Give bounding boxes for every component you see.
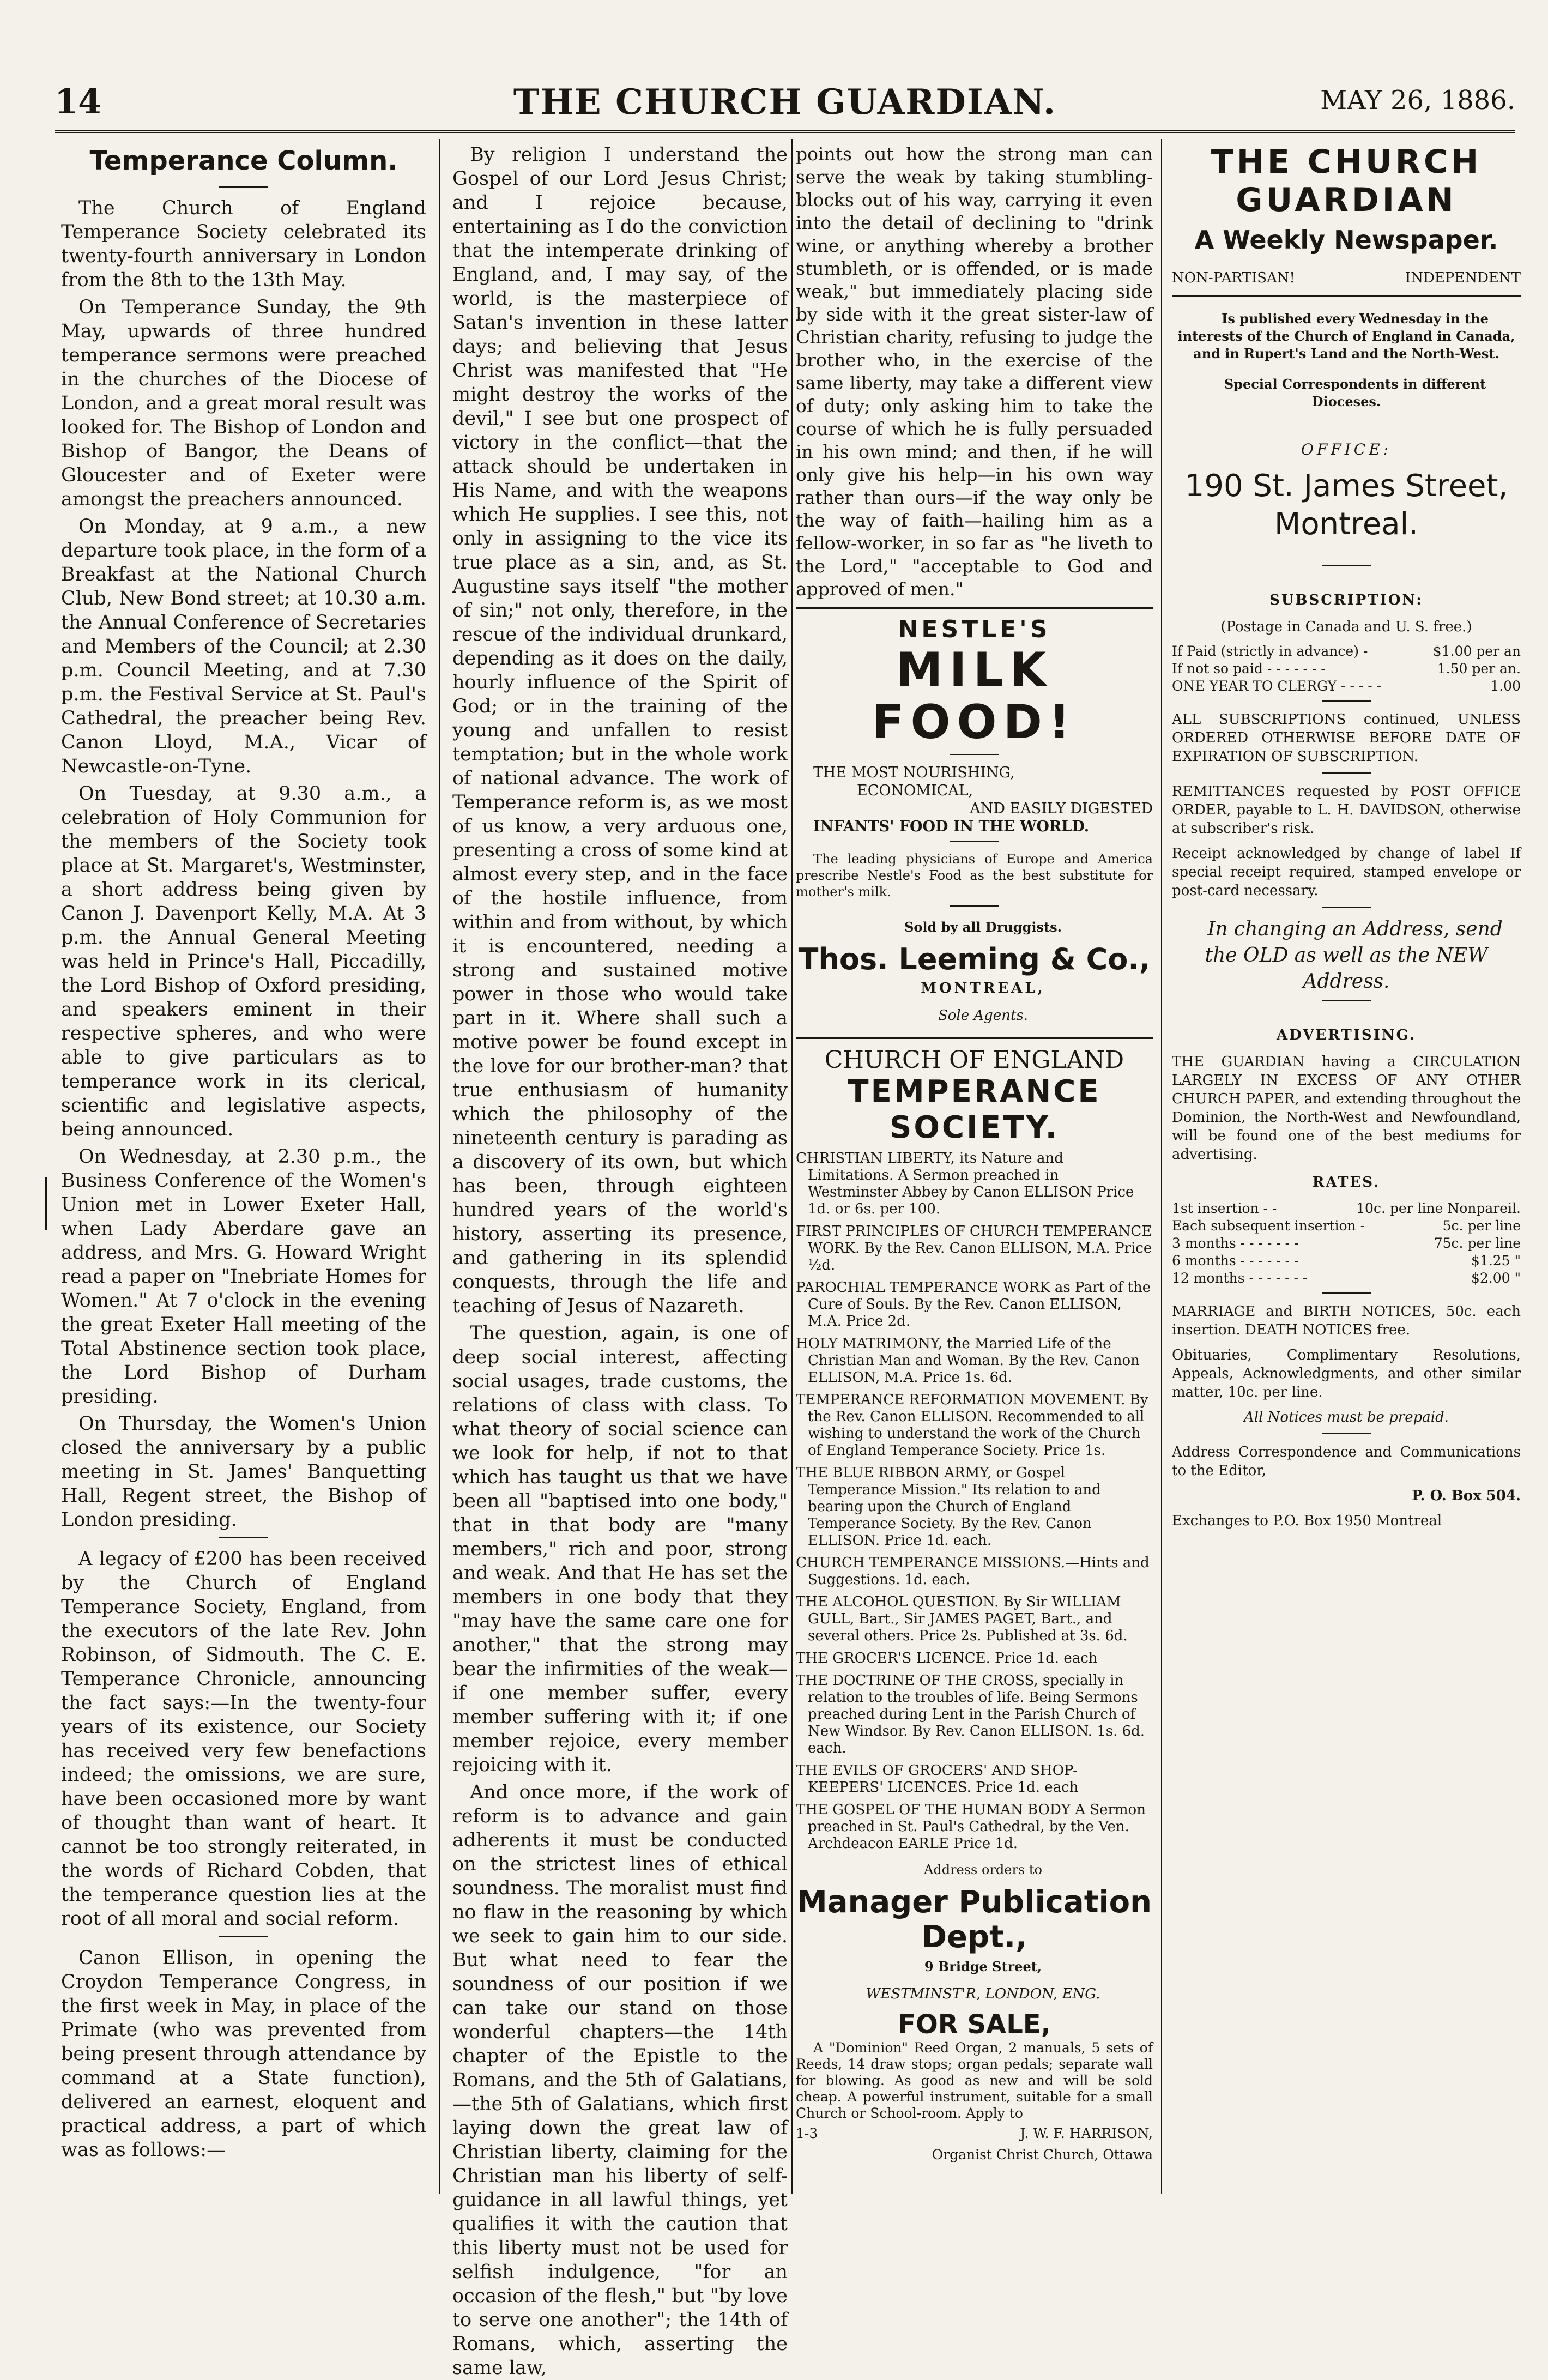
correspondents-note: Special Correspondents in different Dioceses. — [1224, 376, 1486, 409]
issue-date: MAY 26, 1886. — [1320, 85, 1515, 116]
manager-city: WESTMINST'R, LONDON, ENG. — [866, 1986, 1100, 2002]
margin-mark — [45, 1177, 47, 1230]
for-sale-ad — [796, 2009, 1153, 2164]
prepaid-note: All Notices must be prepaid. — [1244, 1409, 1449, 1425]
publication-item: THE EVILS OF GROCERS' AND SHOP-KEEPERS' LICENCES. Price 1d. each — [796, 1762, 1079, 1796]
divider — [1322, 565, 1371, 566]
article-paragraph: Canon Ellison, in opening the Croydon Temperance Congress, in the first week in May, in place of the Primate (who was prevented from being present through attendance by command at a State function), delivered an earnest, eloquent and practical address, a part of which was as follows:— — [61, 1947, 426, 2161]
exchanges-note: Exchanges to P.O. Box 1950 Montreal — [1172, 1513, 1442, 1529]
rate-label: 6 months - - - - - - - — [1172, 1253, 1299, 1268]
article-paragraph: On Temperance Sunday, the 9th May, upwards of three hundred temperance sermons were preached in the churches of the Diocese of London, and a great moral result was looked for. The Bishop of London and Bishop of Bangor, the Deans of Gloucester and of Exeter were amongst the preachers announced. — [61, 297, 426, 510]
marriage-note: MARRIAGE and BIRTH NOTICES, 50c. each insertion. DEATH NOTICES free. — [1172, 1303, 1521, 1338]
article-paragraph: points out how the strong man can serve the weak by taking stumbling-blocks out of his way, carrying it even into the detail of declining to "drink wine, or anything whereby a brother stumbleth, or is offended, or is made weak," but immediately placing side by side with it the great sister-law of Christian charity, refusing to judge the brother who, in the exercise of the same liberty, may take a different view of duty; only asking him to take the course of which he is fully persuaded in his own mind; and then, if he will only give his help—in his own way rather than ours—if the way only be the way of faith—hailing him as a fellow-worker, in so far as "he liveth to the Lord," "acceptable to God and approved of men." — [796, 143, 1153, 600]
article-paragraph: The question, again, is one of deep social interest, affecting social usages, trade customs, the relations of class with class. To what theory of social science can we look for help, if not to that which has taught us that we have been all "baptised into one body," that in that body are "many members," rich and poor, strong and weak. And that He has set the members in one body that they "may have the same care one for another," that the strong may bear the infirmities of the weak—if one member suffer, every member suffering with it; if one member rejoice, every member rejoicing with it. — [452, 1322, 788, 1776]
divider — [950, 754, 999, 755]
manager-street: 9 Bridge Street, — [924, 1959, 1042, 1974]
column-address — [452, 143, 788, 2379]
advertising-heading: ADVERTISING. — [1277, 1027, 1416, 1043]
masthead-title: THE CHURCH GUARDIAN — [1211, 143, 1482, 219]
tag-independent: INDEPENDENT — [1405, 270, 1521, 286]
rate-label: If Paid (strictly in advance) - — [1172, 643, 1368, 659]
ad-sold: Sold by all Druggists. — [904, 919, 1062, 935]
for-sale-code: 1-3 — [796, 2125, 818, 2141]
paper-title: THE CHURCH GUARDIAN. — [513, 82, 1057, 123]
ad-line: INFANTS' FOOD IN THE WORLD. — [813, 818, 1090, 835]
ad-note: The leading physicians of Europe and America prescribe Nestle's Food as the best substitute for mother's milk. — [796, 851, 1153, 899]
subscription-heading: SUBSCRIPTION: — [1269, 592, 1423, 608]
column-temperance — [61, 143, 426, 2192]
divider — [219, 1537, 268, 1538]
office-label: OFFICE: — [1301, 440, 1392, 458]
divider — [1322, 1000, 1371, 1001]
ad-product: MILK FOOD! — [872, 643, 1077, 750]
ad-firm: Thos. Leeming & Co., — [798, 942, 1151, 976]
address-label: Address orders to — [924, 1862, 1042, 1877]
column-divider — [1161, 139, 1162, 2194]
publication-item: FIRST PRINCIPLES OF CHURCH TEMPERANCE WORK. By the Rev. Canon ELLISON, M.A. Price ½d. — [796, 1223, 1152, 1273]
article-paragraph: The Church of England Temperance Society celebrated its twenty-fourth anniversary in London from the 8th to the 13th May. — [61, 197, 426, 291]
continued-note: ALL SUBSCRIPTIONS continued, UNLESS ORDERED OTHERWISE BEFORE DATE OF EXPIRATION OF SUBSCRIPTION. — [1172, 711, 1521, 765]
article-paragraph: On Wednesday, at 2.30 p.m., the Business Conference of the Women's Union met in Lower Exeter Hall, when Lady Aberdare gave an address, and Mrs. G. Howard Wright read a paper on "Inebriate Homes for Women." At 7 o'clock in the evening the great Exeter Hall meeting of the Total Abstinence section took place, the Lord Bishop of Durham presiding. — [61, 1146, 426, 1408]
society-ad — [796, 1047, 1153, 2006]
tag-nonpartisan: NON-PARTISAN! — [1172, 270, 1296, 286]
divider — [1322, 1433, 1371, 1434]
rate-label: If not so paid - - - - - - - — [1172, 661, 1326, 676]
rate-value: 1.50 per an. — [1437, 661, 1521, 676]
divider — [219, 1936, 268, 1937]
rate-value: 75c. per line — [1434, 1235, 1521, 1251]
column-divider — [791, 139, 793, 2194]
article-paragraph: On Tuesday, at 9.30 a.m., a celebration of Holy Communion for the members of the Society took place at St. Margaret's, Westminster, a short address being given by Canon J. Davenport Kelly, M.A. At 3 p.m. the Annual General Meeting was held in Prince's Hall, Piccadilly, the Lord Bishop of Oxford presiding, and speakers eminent in their respective spheres, and who were able to give particulars as to temperance work in its clerical, scientific and legislative aspects, being announced. — [61, 783, 426, 1140]
article-paragraph: And once more, if the work of reform is to advance and gain adherents it must be conducted on the strictest lines of ethical soundness. The moralist must find no flaw in the reasoning by which we seek to gain him to our side. But what need to fear the soundness of our position if we can take our stand on those wonderful chapters—the 14th chapter of the Epistle to the Romans, and the 5th of Galatians, —the 5th of Galatians, which first laying down the great law of Christian liberty, claiming for the Christian man his liberty of self-guidance in all lawful things, yet qualifies it with the caution that this liberty must not be used for selfish indulgence, "for an occasion of the flesh," but "by love to serve one another"; the 14th of Romans, which, asserting the same law, — [452, 1781, 788, 2379]
header-rule — [55, 130, 1515, 133]
rate-label: Each subsequent insertion - — [1172, 1218, 1365, 1234]
publication-item: THE DOCTRINE OF THE CROSS, specially in relation to the troubles of life. Being Sermons preached during Lent in the Parish Church of New Windsor. By Rev. Canon ELLISON. 1s. 6d. each. — [796, 1672, 1145, 1756]
for-sale-contact-2: Organist Christ Church, Ottawa — [932, 2147, 1153, 2162]
rate-value: 5c. per line — [1442, 1218, 1521, 1234]
rate-label: ONE YEAR TO CLERGY - - - - - — [1172, 678, 1382, 694]
article-paragraph: By religion I understand the Gospel of our Lord Jesus Christ; and I rejoice because, entertaining as I do the conviction that the intemperate drinking of England, and, I may say, of the world, is the masterpiece of Satan's invention in these latter days; and believing that Jesus Christ was manifested that "He might destroy the works of the devil," I see but one prospect of victory in the conflict—that the attack should be undertaken in His Name, and with the weapons which He supplies. I see this, not only in assigning to the vice its true place as a sin, and, as St. Augustine says itself "the mother of sin;" not only, therefore, in the rescue of the individual drunkard, depending as it does on the daily, hourly influence of the Spirit of God; or in the training of the young and unfallen to resist temptation; but in the whole work of national advance. The work of Temperance reform is, as we most of us know, a very arduous one, presenting a cross of some kind at almost every step, and in the face of the hostile influence, from within and from without, by which it is encountered, needing a strong and sustained motive power in those who would take part in it. Where shall such a motive power be found except in the love for our brother-man? that true enthusiasm of humanity which the philosophy of the nineteenth century is parading as a discovery of its own, but which has been, through eighteen hundred years of the world's history, asserting its presence, and gathering in its splendid conquests, through the life and teaching of Jesus of Nazareth. — [452, 144, 788, 1317]
published-note: Is published every Wednesday in the interests of the Church of England in Canada, and in Rupert's Land and the North-West. — [1177, 311, 1515, 361]
publication-item: THE BLUE RIBBON ARMY, or Gospel Temperance Mission." Its relation to and bearing upon the Church of England Temperance Society. By the Rev. Canon ELLISON. Price 1d. each. — [796, 1465, 1101, 1549]
ad-city: MONTREAL, — [921, 980, 1045, 996]
rate-label: 3 months - - - - - - - — [1172, 1235, 1299, 1251]
publication-item: HOLY MATRIMONY, the Married Life of the Christian Man and Woman. By the Rev. Canon ELLISON, M.A. Price 1s. 6d. — [796, 1336, 1140, 1386]
publication-item: THE GROCER'S LICENCE. Price 1d. each — [796, 1650, 1098, 1666]
for-sale-title: FOR SALE, — [898, 2009, 1051, 2040]
masthead-subtitle: A Weekly Newspaper. — [1194, 225, 1498, 255]
publication-item: CHRISTIAN LIBERTY, its Nature and Limitations. A Sermon preached in Westminster Abbey by Canon ELLISON Price 1d. or 6s. per 100. — [796, 1150, 1134, 1217]
publication-item: THE GOSPEL OF THE HUMAN BODY A Sermon preached in St. Paul's Cathedral, by the Ven. Archdeacon EARLE Price 1d. — [796, 1802, 1146, 1852]
divider — [219, 186, 268, 188]
publication-item: CHURCH TEMPERANCE MISSIONS.—Hints and Suggestions. 1d. each. — [796, 1555, 1150, 1588]
rate-value: $1.25 " — [1471, 1253, 1521, 1268]
divider — [1322, 772, 1371, 774]
publication-item: TEMPERANCE REFORMATION MOVEMENT. By the Rev. Canon ELLISON. Recommended to all wishing to understand the work of the Church of England Temperance Society. Price 1s. — [796, 1392, 1148, 1459]
correspondence-note: Address Correspondence and Communications to the Editor, — [1172, 1444, 1521, 1479]
divider — [1322, 1292, 1371, 1294]
ad-agents: Sole Agents. — [938, 1007, 1029, 1024]
rate-label: 1st insertion - - — [1172, 1200, 1277, 1216]
article-paragraph: A legacy of £200 has been received by the Church of England Temperance Society, England, from the executors of the late Rev. John Robinson, of Sidmouth. The C. E. Temperance Chronicle, announcing the fact says:—In the twenty-four years of its existence, our Society has received very few benefactions indeed; the omissions, we are sure, have been occasioned more by want of thought than want of heart. It cannot be too strongly reiterated, in the words of Richard Cobden, that the temperance question lies at the root of all moral and social reform. — [61, 1548, 426, 1930]
society-title-big: TEMPERANCE SOCIETY. — [848, 1074, 1101, 1145]
manager-title: Manager Publication Dept., — [796, 1884, 1152, 1955]
obituaries-note: Obituaries, Complimentary Resolutions, Appeals, Acknowledgments, and other similar matter, 10c. per line. — [1172, 1347, 1521, 1400]
rate-value: 1.00 — [1490, 678, 1521, 694]
ad-brand: NESTLE'S — [898, 615, 1051, 643]
receipt-note: Receipt acknowledged by change of label If special receipt required, stamped envelope or post-card necessary. — [1172, 845, 1521, 899]
rate-value: $2.00 " — [1471, 1270, 1521, 1286]
rate-value: $1.00 per an — [1432, 643, 1521, 659]
rate-label: 12 months - - - - - - - — [1172, 1270, 1308, 1286]
ad-line: ECONOMICAL, — [857, 782, 973, 799]
rates-heading: RATES. — [1312, 1174, 1381, 1191]
advertising-text: THE GUARDIAN having a CIRCULATION LARGELY IN EXCESS OF ANY OTHER CHURCH PAPER, and extending throughout the Dominion, the North-West and Newfoundland, will be found one of the best mediums for advertising. — [1172, 1054, 1521, 1163]
divider — [950, 841, 999, 842]
column-ads — [796, 143, 1153, 2192]
section-heading: Temperance Column. — [89, 146, 398, 176]
society-title: CHURCH OF ENGLAND — [824, 1046, 1124, 1074]
po-box: P. O. Box 504. — [1412, 1488, 1521, 1504]
remittances-note: REMITTANCES requested by POST OFFICE ORDER, payable to L. H. DAVIDSON, otherwise at subscriber's risk. — [1172, 783, 1521, 837]
divider — [950, 905, 999, 907]
column-masthead — [1172, 143, 1521, 2192]
ad-line: AND EASILY DIGESTED — [970, 800, 1153, 817]
ad-line: THE MOST NOURISHING, — [813, 764, 1015, 781]
for-sale-text: A "Dominion" Reed Organ, 2 manuals, 5 sets of Reeds, 14 draw stops; organ pedals; separate wall for blowing. As good as new and will be sold cheap. A powerful instrument, suitable for a small Church or School-room. Apply to — [796, 2040, 1153, 2121]
column-divider — [439, 139, 440, 2194]
article-paragraph: On Monday, at 9 a.m., a new departure took place, in the form of a Breakfast at the National Church Club, New Bond street; at 10.30 a.m. the Annual Conference of Secretaries and Members of the Council; at 2.30 p.m. Council Meeting, and at 7.30 p.m. the Festival Service at St. Paul's Cathedral, the preacher being Rev. Canon Lloyd, M.A., Vicar of Newcastle-on-Tyne. — [61, 516, 426, 777]
rate-value: 10c. per line Nonpareil. — [1356, 1200, 1521, 1216]
divider — [1322, 907, 1371, 908]
page-number: 14 — [55, 82, 102, 122]
for-sale-contact: J. W. F. HARRISON, — [1020, 2125, 1153, 2141]
publication-item: PAROCHIAL TEMPERANCE WORK as Part of the Cure of Souls. By the Rev. Canon ELLISON, M.A. Price 2d. — [796, 1279, 1151, 1330]
nestle-ad — [796, 607, 1153, 1039]
change-address-note: In changing an Address, send the OLD as well as the NEW Address. — [1205, 918, 1503, 993]
divider — [1322, 700, 1371, 702]
office-address: 190 St. James Street, Montreal. — [1184, 468, 1508, 542]
publication-item: THE ALCOHOL QUESTION. By Sir WILLIAM GULL, Bart., Sir JAMES PAGET, Bart., and several others. Price 2s. Published at 3s. 6d. — [796, 1594, 1128, 1644]
postage-note: (Postage in Canada and U. S. free.) — [1220, 619, 1472, 635]
article-paragraph: On Thursday, the Women's Union closed the anniversary by a public meeting in St. James' Banquetting Hall, Regent street, the Bishop of London presiding. — [61, 1413, 426, 1531]
page-header — [55, 82, 1515, 131]
